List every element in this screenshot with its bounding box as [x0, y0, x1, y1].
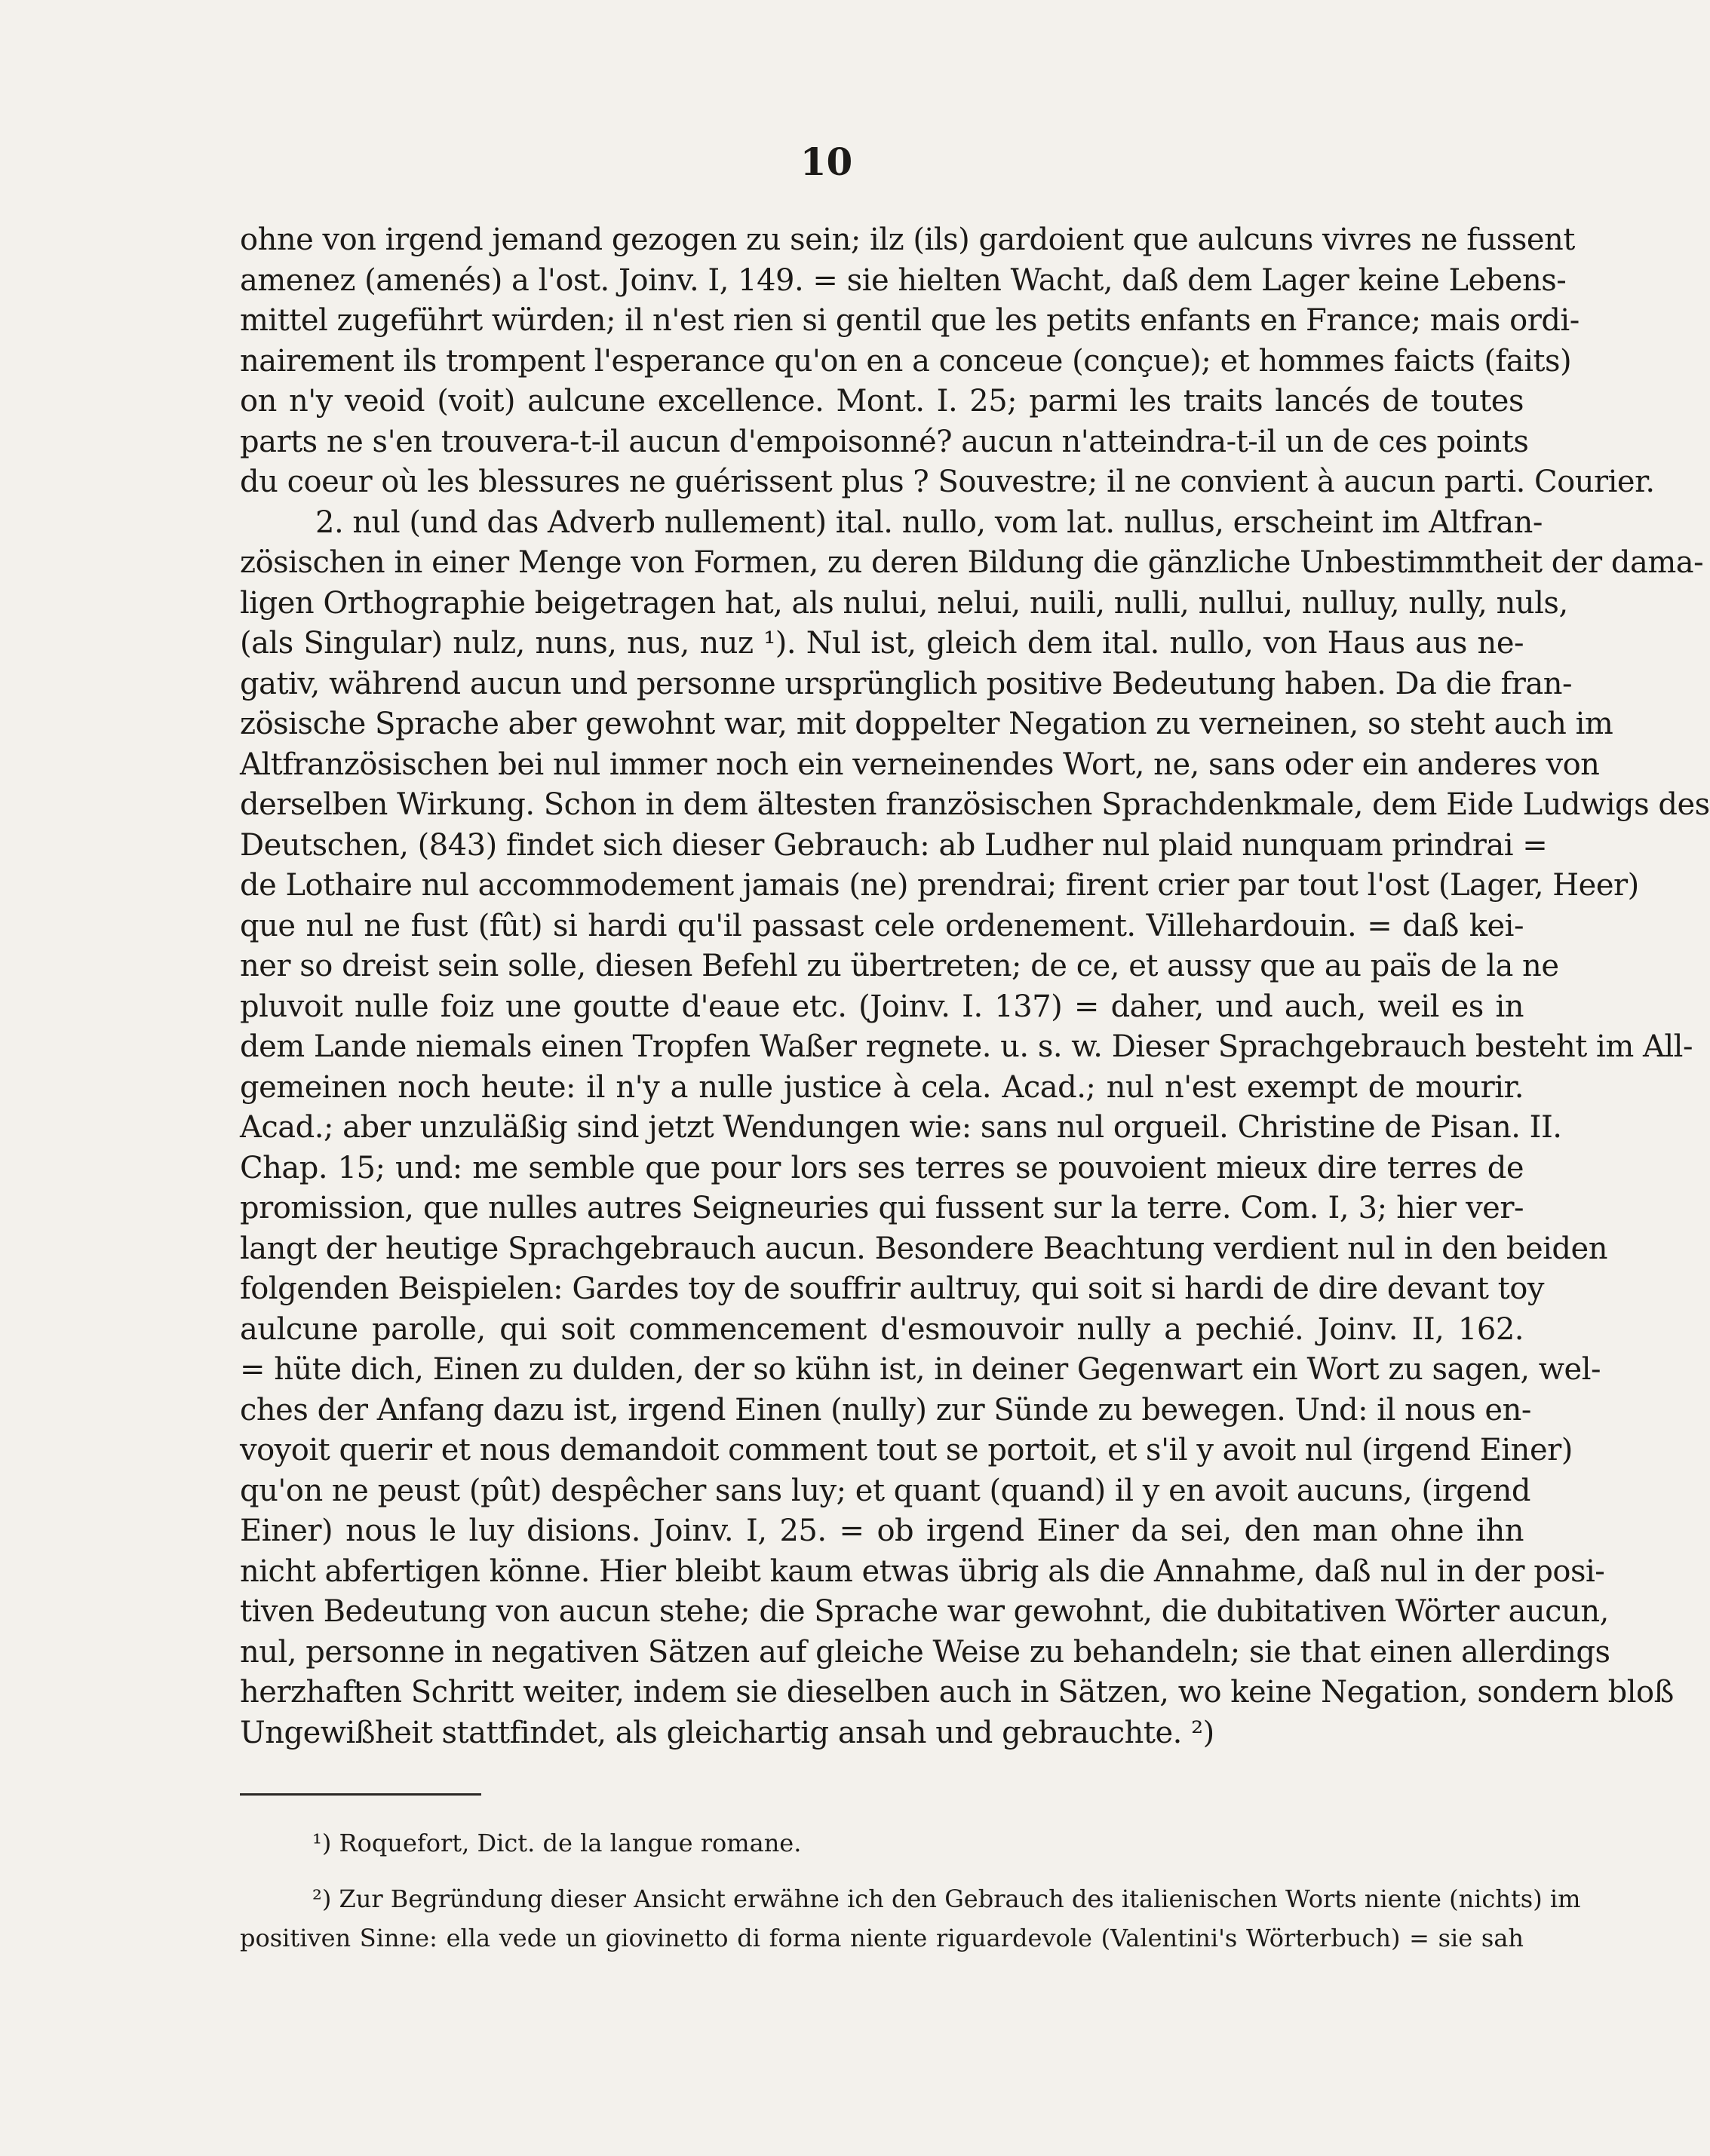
text-line: parts ne s'en trouvera-t-il aucun d'empoisonné? aucun n'atteindra-t-il un de ces points [240, 424, 1529, 459]
text-line: nairement ils trompent l'esperance qu'on en a conceue (conçue); et hommes faicts (faits) [240, 343, 1572, 379]
text-line: de Lothaire nul accommodement jamais (ne) prendrai; firent crier par tout l'ost (Lager, Heer) [240, 868, 1639, 903]
text-line: ner so dreist sein solle, diesen Befehl zu übertreten; de ce, et aussy que au païs de la ne [240, 949, 1559, 983]
text-line: Acad.; aber unzuläßig sind jetzt Wendungen wie: sans nul orgueil. Christine de Pisan. II. [240, 1110, 1562, 1145]
footnote-2: ²) Zur Begründung dieser Ansicht erwähne ich den Gebrauch des italienischen Worts niente (nichts) im [312, 1885, 1581, 1913]
text-line: derselben Wirkung. Schon in dem ältesten französischen Sprachdenkmale, dem Eide Ludwigs des [240, 787, 1710, 822]
footnote-1: ¹) Roquefort, Dict. de la langue romane. [312, 1829, 802, 1857]
text-line: Deutschen, (843) findet sich dieser Gebrauch: ab Ludher nul plaid nunquam prindrai = [240, 827, 1548, 863]
text-line: gativ, während aucun und personne ursprünglich positive Bedeutung haben. Da die fran- [240, 666, 1572, 701]
footnote-divider [240, 1793, 481, 1796]
text-line: tiven Bedeutung von aucun stehe; die Sprache war gewohnt, die dubitativen Wörter aucun, [240, 1594, 1609, 1629]
footnotes [240, 1823, 1581, 1958]
text-line: Einer) nous le luy disions. Joinv. I, 25. = ob irgend Einer da sei, den man ohne ihn [240, 1513, 1524, 1548]
text-line: folgenden Beispielen: Gardes toy de souffrir aultruy, qui soit si hardi de dire devant toy [240, 1271, 1544, 1306]
text-line: zösische Sprache aber gewohnt war, mit doppelter Negation zu verneinen, so steht auch im [240, 707, 1613, 741]
text-line: que nul ne fust (fût) si hardi qu'il passast cele ordenement. Villehardouin. = daß kei- [240, 908, 1524, 943]
text-line: Ungewißheit stattfindet, als gleichartig ansah und gebrauchte. ²) [240, 1715, 1214, 1750]
paragraph-start-line: 2. nul (und das Adverb nullement) ital. nullo, vom lat. nullus, erscheint im Altfran- [315, 504, 1543, 540]
page-number: 10 [800, 140, 853, 184]
text-line: qu'on ne peust (pût) despêcher sans luy; et quant (quand) il y en avoit aucuns, (irgend [240, 1473, 1531, 1508]
text-line: langt der heutige Sprachgebrauch aucun. Besondere Beachtung verdient nul in den beiden [240, 1231, 1607, 1266]
text-line: gemeinen noch heute: il n'y a nulle justice à cela. Acad.; nul n'est exempt de mourir. [240, 1069, 1524, 1105]
text-line: amenez (amenés) a l'ost. Joinv. I, 149. = sie hielten Wacht, daß dem Lager keine Lebens- [240, 262, 1567, 298]
text-line: herzhaften Schritt weiter, indem sie dieselben auch in Sätzen, wo keine Negation, sondern bloß [240, 1675, 1674, 1710]
text-line: ches der Anfang dazu ist, irgend Einen (nully) zur Sünde zu bewegen. Und: il nous en- [240, 1392, 1531, 1428]
text-line: nicht abfertigen könne. Hier bleibt kaum etwas übrig als die Annahme, daß nul in der posi- [240, 1553, 1605, 1589]
text-line: = hüte dich, Einen zu dulden, der so kühn ist, in deiner Gegenwart ein Wort zu sagen, wel- [240, 1352, 1601, 1387]
main-text [240, 220, 1710, 1753]
text-line: mittel zugeführt würden; il n'est rien si gentil que les petits enfants en France; mais ordi- [240, 303, 1580, 338]
text-line: on n'y veoid (voit) aulcune excellence. Mont. I. 25; parmi les traits lancés de toutes [240, 384, 1524, 419]
text-line: ligen Orthographie beigetragen hat, als nului, nelui, nuili, nulli, nullui, nulluy, nully, nuls, [240, 585, 1568, 621]
text-line: nul, personne in negativen Sätzen auf gleiche Weise zu behandeln; sie that einen allerdings [240, 1634, 1610, 1670]
text-line: du coeur où les blessures ne guérissent plus ? Souvestre; il ne convient à aucun parti. Courier. [240, 465, 1655, 499]
text-line: ohne von irgend jemand gezogen zu sein; ilz (ils) gardoient que aulcuns vivres ne fussent [240, 222, 1575, 257]
text-line: promission, que nulles autres Seigneuries qui fussent sur la terre. Com. I, 3; hier ver- [240, 1191, 1524, 1225]
text-line: pluvoit nulle foiz une goutte d'eaue etc. (Joinv. I. 137) = daher, und auch, weil es in [240, 989, 1524, 1024]
text-line: Altfranzösischen bei nul immer noch ein verneinendes Wort, ne, sans oder ein anderes von [240, 747, 1600, 782]
text-line: (als Singular) nulz, nuns, nus, nuz ¹). Nul ist, gleich dem ital. nullo, von Haus aus ne- [240, 626, 1524, 661]
text-line: zösischen in einer Menge von Formen, zu deren Bildung die gänzliche Unbestimmtheit der dama- [240, 545, 1704, 580]
text-line: voyoit querir et nous demandoit comment tout se portoit, et s'il y avoit nul (irgend Einer) [240, 1433, 1573, 1467]
text-line: Chap. 15; und: me semble que pour lors ses terres se pouvoient mieux dire terres de [240, 1150, 1524, 1185]
text-line: dem Lande niemals einen Tropfen Waßer regnete. u. s. w. Dieser Sprachgebrauch besteht im All- [240, 1029, 1693, 1064]
text-line: aulcune parolle, qui soit commencement d'esmouvoir nully a pechié. Joinv. II, 162. [240, 1311, 1524, 1347]
footnote-2-continuation: positiven Sinne: ella vede un giovinetto di forma niente riguardevole (Valentini's Wörterbuch) = sie sah [240, 1924, 1524, 1952]
